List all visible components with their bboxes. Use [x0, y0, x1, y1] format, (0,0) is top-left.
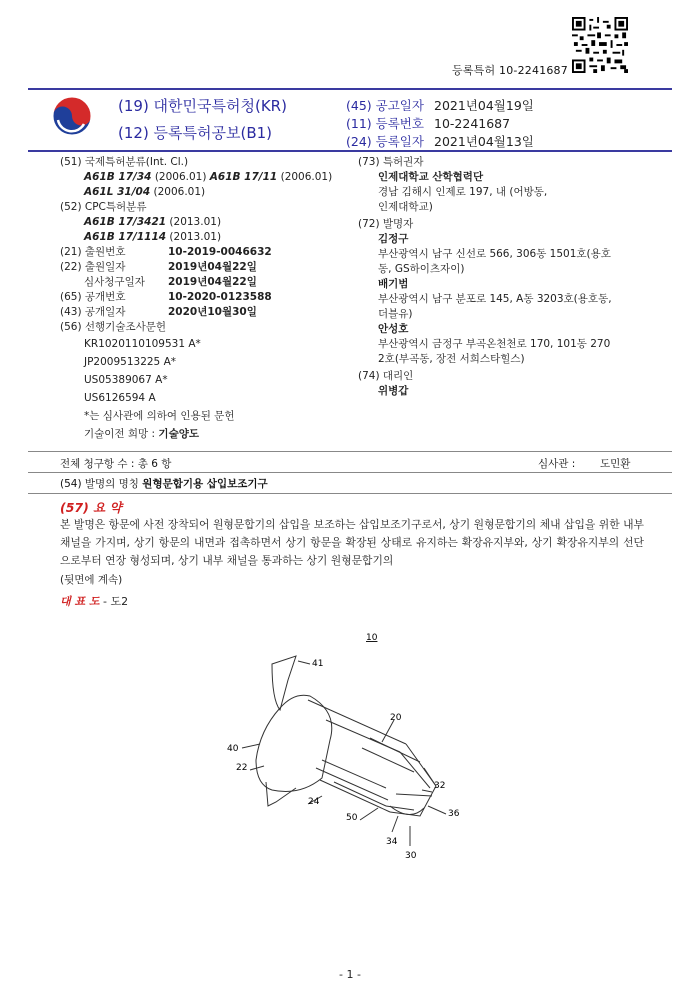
tech-transfer-row: [60, 425, 332, 443]
invention-title: 원형문합기용 삽입보조기구: [142, 478, 268, 490]
field-value: 2020년10월30일: [168, 306, 257, 318]
figure-label: 50: [346, 813, 358, 823]
representative-drawing: [60, 593, 128, 609]
cpc-date: (2013.01): [169, 231, 222, 243]
figure-label: 10: [366, 633, 378, 643]
figure-label: 22: [236, 763, 248, 773]
examiner-name: 도민환: [600, 458, 631, 470]
figure-label: 40: [227, 744, 239, 754]
header-top-rule: [28, 88, 672, 90]
abstract-body: 본 발명은 항문에 사전 장착되어 원형문합기의 삽입을 보조하는 삽입보조기구로서, 상기 원형문합기의 체내 삽입을 위한 내부 채널을 가지며, 상기 항문의 내면과 접촉하면서 상기 항문을 확장된 상태로 유지하는 확장유지부와, 상기 확장유지부의 선단으로부터 연장 형성되며, 상기 내부 채널을 통과하는 상기 원형문합기의: [60, 518, 644, 567]
claims-bottom-rule: [28, 472, 672, 473]
field-label: (22) 출원일자: [60, 261, 126, 273]
prior-art-label: (56) 선행기술조사문헌: [60, 321, 167, 333]
page-number: - 1 -: [339, 968, 361, 981]
ipc-date: (2006.01): [154, 171, 207, 183]
cited-note: *는 심사관에 의하여 인용된 문헌: [84, 410, 235, 422]
meta-label: (11) 등록번호: [346, 116, 424, 131]
cpc-row-1: [60, 215, 332, 230]
title-bottom-rule: [28, 493, 672, 494]
claims-top-rule: [28, 451, 672, 452]
ipc-row-2: [60, 185, 332, 200]
inventor-address: 부산광역시 금정구 부곡온천천로 170, 101동 270: [378, 338, 611, 350]
application-date-row: [60, 260, 332, 275]
ipc-row-1: [60, 170, 332, 185]
cpc-date: (2013.01): [169, 216, 222, 228]
registration-number-top: 등록특허 10-2241687: [452, 64, 568, 77]
figure-label: 34: [386, 837, 398, 847]
tech-transfer-value: 기술양도: [158, 428, 199, 440]
meta-label: (45) 공고일자: [346, 98, 424, 113]
office-name: (19) 대한민국특허청(KR): [118, 97, 287, 115]
inventor-name: 김정구: [378, 233, 409, 245]
owner-address: 인제대학교): [378, 201, 433, 213]
invention-title-row: [60, 476, 268, 491]
field-value: 10-2020-0123588: [168, 291, 272, 303]
figure-label: 32: [434, 781, 446, 791]
figure-label: 41: [312, 659, 324, 669]
examiner-label: 심사관 :: [538, 458, 576, 470]
meta-label: (24) 등록일자: [346, 134, 424, 149]
inventor-name: 안성호: [378, 323, 409, 335]
ipc-code: A61B 17/34: [84, 171, 152, 183]
inventor-address: 2호(부곡동, 장전 서희스타힐스): [378, 353, 525, 365]
publication-date-row: [60, 305, 332, 320]
device-drawing: [210, 620, 500, 870]
inventor-name: 배기범: [378, 278, 409, 290]
ipc-date: (2006.01): [280, 171, 333, 183]
ipc-code: A61L 31/04: [84, 186, 151, 198]
tech-transfer-label: 기술이전 희망 :: [84, 428, 156, 440]
cpc-row-2: [60, 230, 332, 245]
owner-name: 인제대학교 산학협력단: [378, 171, 484, 183]
cpc-code: A61B 17/3421: [84, 216, 167, 228]
meta-publication-date: [346, 96, 534, 114]
field-label: (43) 공개일자: [60, 306, 126, 318]
owner-address: 경남 김해시 인제로 197, 내 (어방동,: [378, 186, 548, 198]
prior-art-item: US05389067 A*: [84, 374, 168, 386]
meta-value: 10-2241687: [434, 116, 511, 131]
figure-label: 24: [308, 797, 320, 807]
inventor-address: 동, GS하이츠자이): [378, 263, 465, 275]
field-value: 10-2019-0046632: [168, 246, 272, 258]
representative-drawing-value: - 도2: [103, 595, 129, 608]
inventor-address: 더블유): [378, 308, 413, 320]
figure-label: 20: [390, 713, 402, 723]
field-label: 심사청구일자: [84, 276, 145, 288]
exam-date-row: [60, 275, 332, 290]
cpc-label: (52) CPC특허분류: [60, 201, 147, 213]
figure-label: 30: [405, 851, 417, 861]
meta-value: 2021년04월13일: [434, 134, 534, 149]
field-label: (21) 출원번호: [60, 246, 126, 258]
publication-number-row: [60, 290, 332, 305]
publication-type: (12) 등록특허공보(B1): [118, 124, 273, 142]
ipc-date: (2006.01): [153, 186, 206, 198]
continued-note: (뒷면에 계속): [60, 574, 123, 586]
cpc-code: A61B 17/1114: [84, 231, 167, 243]
prior-art-item: KR1020110109531 A*: [84, 338, 201, 350]
ipc-code: A61B 17/11: [209, 171, 278, 183]
representative-drawing-label: 대 표 도: [60, 595, 100, 608]
meta-registration-date: [346, 132, 534, 150]
meta-value: 2021년04월19일: [434, 98, 534, 113]
field-value: 2019년04월22일: [168, 261, 257, 273]
application-number-row: [60, 245, 332, 260]
inventor-address: 부산광역시 남구 분포로 145, A동 3203호(용호동,: [378, 293, 612, 305]
abstract-heading: (57) 요 약: [60, 500, 122, 515]
kipo-logo-icon: [52, 96, 92, 136]
header-bottom-rule: [28, 150, 672, 152]
inventor-label: (72) 발명자: [358, 218, 414, 230]
figure-label: 36: [448, 809, 460, 819]
prior-art-item: US6126594 A: [84, 392, 156, 404]
prior-art-item: JP2009513225 A*: [84, 356, 177, 368]
claims-count: 전체 청구항 수 : 총 6 항: [60, 458, 172, 470]
agent-name: 위병갑: [378, 385, 409, 397]
field-value: 2019년04월22일: [168, 276, 257, 288]
right-bibliographic-column: [358, 155, 612, 399]
qr-code-icon: [572, 17, 628, 73]
inventor-address: 부산광역시 남구 신선로 566, 306동 1501호(용호: [378, 248, 611, 260]
meta-registration-number: [346, 114, 510, 132]
field-label: (65) 공개번호: [60, 291, 126, 303]
ipc-label: (51) 국제특허분류(Int. Cl.): [60, 156, 189, 168]
invention-title-label: (54) 발명의 명칭: [60, 478, 139, 490]
owner-label: (73) 특허권자: [358, 156, 424, 168]
left-bibliographic-column: [60, 155, 332, 443]
agent-label: (74) 대리인: [358, 370, 414, 382]
